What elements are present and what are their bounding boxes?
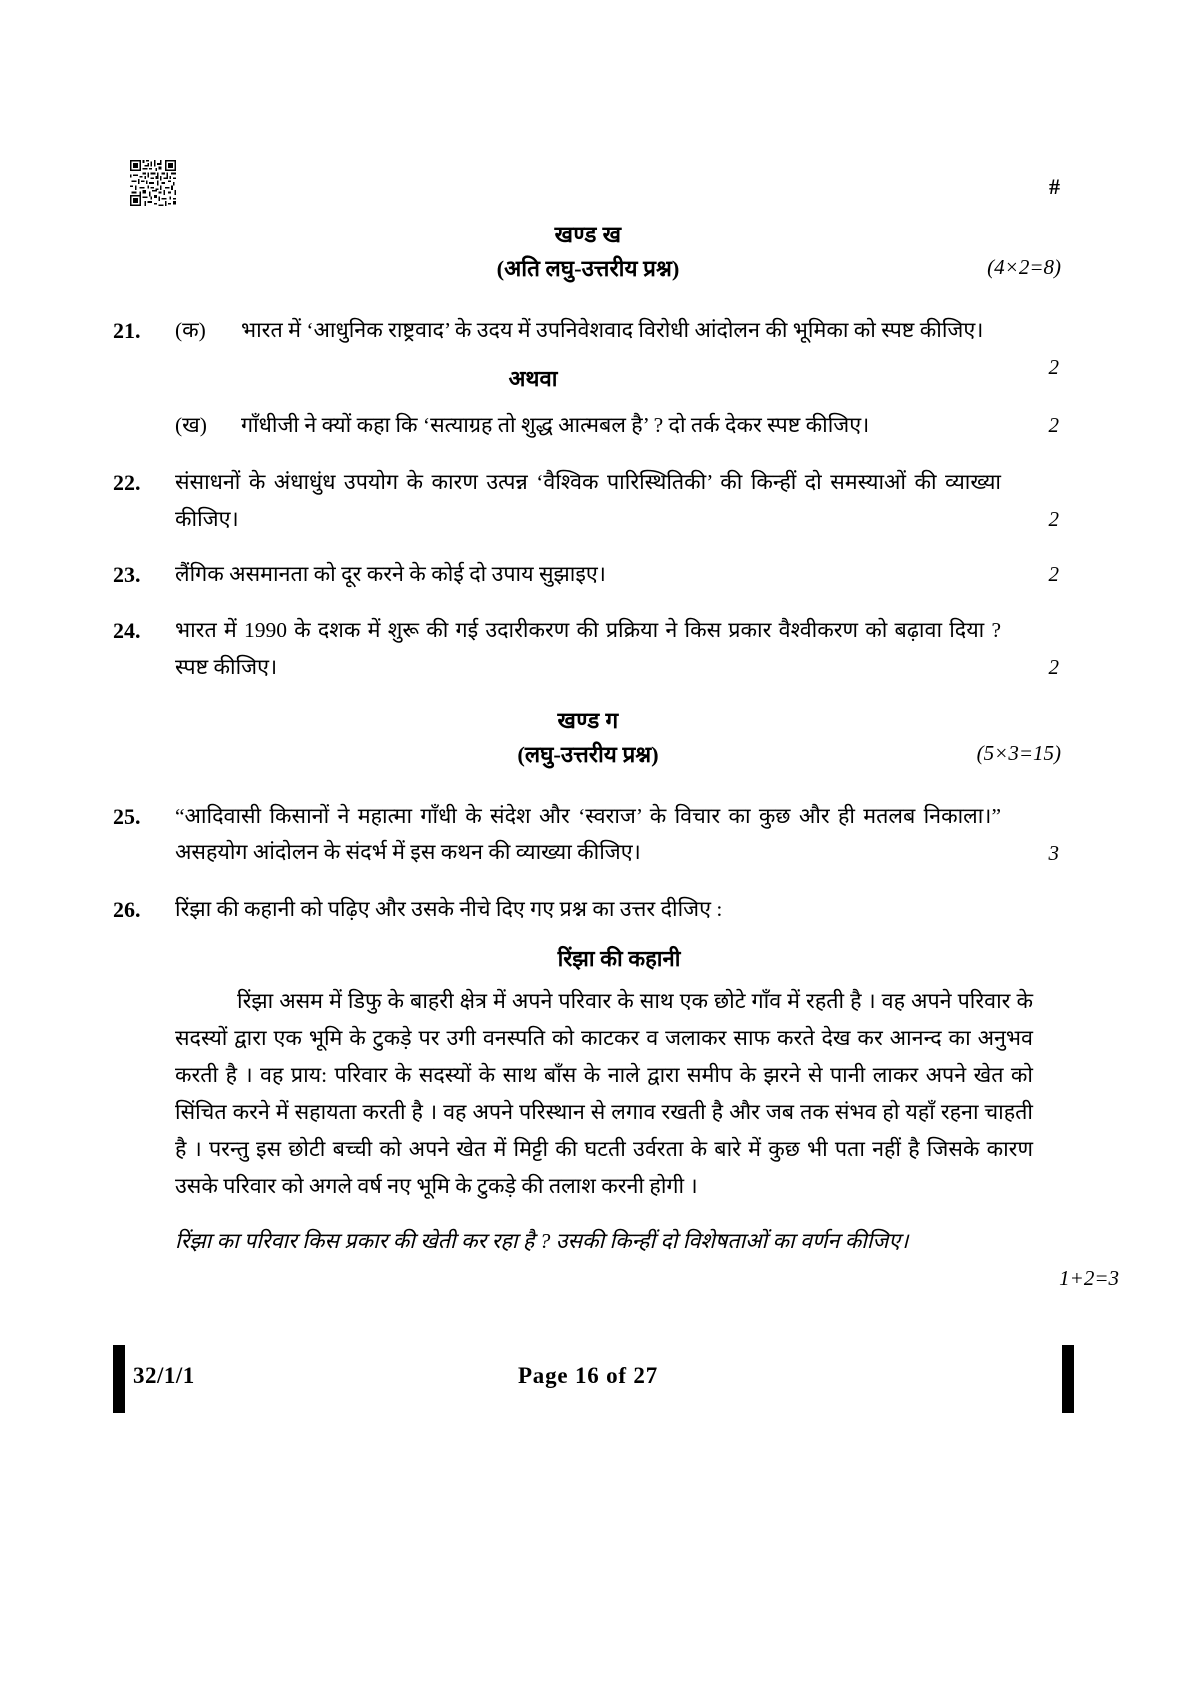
- question-text: भारत में ‘आधुनिक राष्ट्रवाद’ के उदय में उपनिवेशवाद विरोधी आंदोलन की भूमिका को स्पष्ट कीजिए।: [241, 317, 984, 342]
- paper-code: 32/1/1: [133, 1363, 195, 1388]
- question-marks: 2: [1048, 655, 1059, 680]
- story-title: रिंझा की कहानी: [557, 946, 681, 972]
- question-number: 26.: [113, 897, 141, 923]
- alternative-label: अथवा: [508, 366, 558, 392]
- question-text: भारत में 1990 के दशक में शुरू की गई उदारीकरण की प्रक्रिया ने किस प्रकार वैश्वीकरण को बढ़ावा दिया ? स्पष्ट कीजिए।: [175, 618, 1001, 680]
- question-number: 22.: [113, 470, 141, 496]
- story-question-text: रिंझा का परिवार किस प्रकार की खेती कर रहा है ? उसकी किन्हीं दो विशेषताओं का वर्णन कीजिए।: [175, 1229, 909, 1254]
- section-c-subtitle-row: [113, 738, 1063, 772]
- question-marks: 2: [1048, 413, 1059, 438]
- question-25: [113, 798, 1063, 872]
- section-c-marks: (5×3=15): [976, 740, 1061, 765]
- question-21b: [113, 407, 1063, 444]
- question-text: “आदिवासी किसानों ने महात्मा गाँधी के संदेश और ‘स्वराज’ के विचार का कुछ और ही मतलब निकाला।” असहयोग आंदोलन के संदर्भ में इस कथन की व्याख्या कीजिए।: [175, 803, 1001, 865]
- question-24: [113, 612, 1063, 686]
- qr-code-icon: [130, 160, 176, 206]
- section-b-marks: (4×2=8): [987, 254, 1061, 279]
- question-sub-label: (क): [175, 317, 206, 342]
- story-block: [175, 943, 1119, 1291]
- question-number: 25.: [113, 803, 141, 829]
- question-number: 24.: [113, 618, 141, 644]
- section-b-title: खण्ड ख: [554, 222, 622, 247]
- question-text: संसाधनों के अंधाधुंध उपयोग के कारण उत्पन्न ‘वैश्विक पारिस्थितिकी’ की किन्हीं दो समस्याओं की व्याख्या कीजिए।: [175, 470, 1001, 532]
- question-number: 23.: [113, 562, 141, 588]
- question-marks: 2: [1048, 507, 1059, 532]
- question-number: 21.: [113, 317, 141, 343]
- page-content: [113, 218, 1119, 1291]
- section-c-title: खण्ड ग: [557, 708, 619, 733]
- question-text: रिंझा की कहानी को पढ़िए और उसके नीचे दिए गए प्रश्न का उत्तर दीजिए :: [175, 897, 723, 922]
- page-footer: [113, 1363, 1063, 1409]
- hash-mark: #: [1049, 174, 1060, 199]
- section-c-subtitle: (लघु-उत्तरीय प्रश्न): [517, 741, 659, 767]
- section-b-subtitle: (अति लघु-उत्तरीय प्रश्न): [496, 255, 680, 281]
- question-marks: 2: [1048, 354, 1059, 379]
- section-b-subtitle-row: [113, 252, 1063, 286]
- question-text: लैंगिक असमानता को दूर करने के कोई दो उपाय सुझाइए।: [175, 562, 606, 587]
- question-text: गाँधीजी ने क्यों कहा कि ‘सत्याग्रह तो शुद्ध आत्मबल है’ ? दो तर्क देकर स्पष्ट कीजिए।: [241, 413, 870, 438]
- story-question: [175, 1223, 1119, 1291]
- question-sub-label: (ख): [175, 413, 207, 438]
- question-marks: 2: [1048, 562, 1059, 587]
- page-header: [130, 160, 1060, 220]
- corner-bar-right: [1062, 1345, 1074, 1413]
- question-22: [113, 464, 1063, 538]
- question-23: [113, 556, 1063, 594]
- question-marks: 3: [1048, 840, 1059, 865]
- question-26: [113, 891, 1063, 929]
- page-number-label: Page 16 of 27: [517, 1363, 659, 1388]
- story-paragraph: रिंझा असम में डिफु के बाहरी क्षेत्र में अपने परिवार के साथ एक छोटे गाँव में रहती है । वह अपने परिवार के सदस्यों द्वारा एक भूमि के टुकड़े पर उगी वनस्पति को काटकर व जलाकर साफ करते देख कर आनन्द का अनुभव करती है । वह प्राय: परिवार के सदस्यों के साथ बाँस के नाले द्वारा समीप के झरने से पानी लाकर अपने खेत को सिंचित करने में सहायता करती है । वह अपने परिस्थान से लगाव रखती है और जब तक संभव हो यहाँ रहना चाहती है । परन्तु इस छोटी बच्ची को अपने खेत में मिट्टी की घटती उर्वरता के बारे में कुछ भी पता नहीं है जिसके कारण उसके परिवार को अगले वर्ष नए भूमि के टुकड़े की तलाश करनी होगी ।: [175, 989, 1033, 1199]
- story-question-marks: 1+2=3: [1059, 1266, 1119, 1291]
